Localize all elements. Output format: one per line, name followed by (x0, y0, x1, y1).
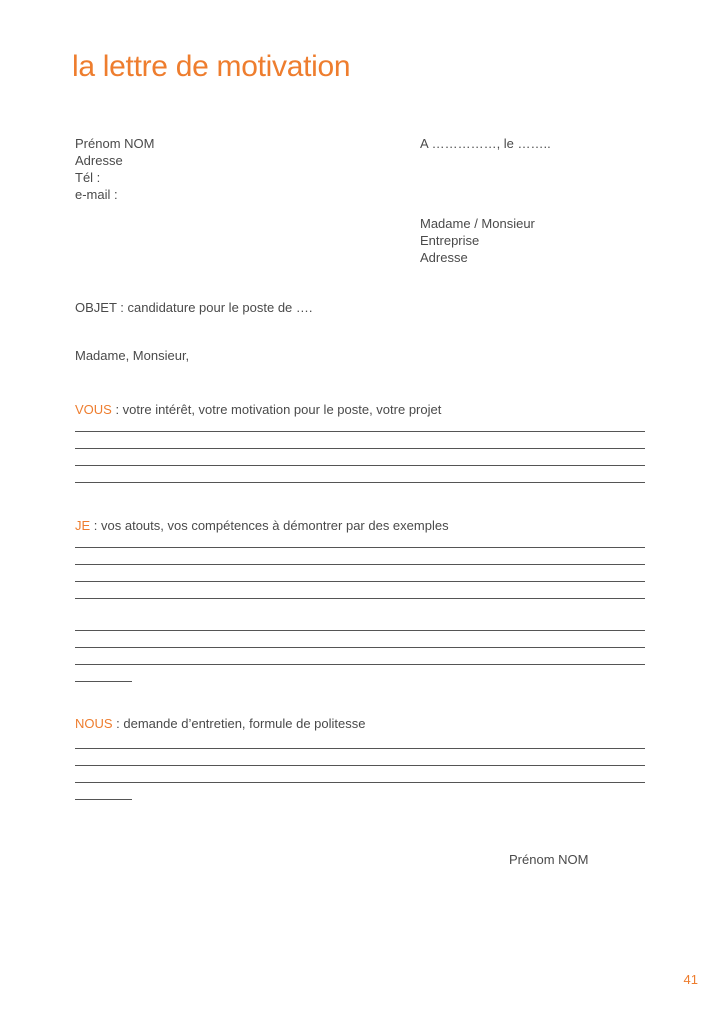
sender-address: Adresse (75, 153, 123, 168)
recipient-company: Entreprise (420, 233, 480, 248)
writing-line (75, 648, 645, 665)
recipient-address: Adresse (420, 250, 468, 265)
writing-line (75, 582, 645, 599)
writing-line (75, 449, 645, 466)
object-line: OBJET : candidature pour le poste de …. (75, 300, 313, 315)
recipient-salutation: Madame / Monsieur (420, 216, 535, 231)
sender-phone: Tél : (75, 170, 101, 185)
place-date: A ……………, le …….. (420, 136, 551, 151)
section-je-lines (75, 531, 645, 599)
writing-line-short (75, 783, 132, 800)
writing-line (75, 766, 645, 783)
recipient-block (420, 215, 535, 266)
section-nous-text: : demande d’entretien, formule de politesse (112, 716, 366, 731)
writing-line (75, 565, 645, 582)
section-nous-lines (75, 732, 645, 800)
writing-line (75, 415, 645, 432)
writing-line (75, 749, 645, 766)
page-number: 41 (683, 972, 698, 987)
section-je-lines-2 (75, 614, 645, 682)
section-vous-text: : votre intérêt, votre motivation pour le poste, votre projet (111, 402, 442, 417)
section-je-keyword: JE (75, 518, 91, 533)
greeting: Madame, Monsieur, (75, 348, 190, 363)
sender-block (75, 135, 154, 203)
writing-line (75, 631, 645, 648)
writing-line (75, 548, 645, 565)
page-title: la lettre de motivation (72, 50, 351, 83)
section-nous-keyword: NOUS (75, 716, 113, 731)
section-nous-heading (75, 715, 366, 732)
writing-line (75, 614, 645, 631)
writing-line-short (75, 665, 132, 682)
signature: Prénom NOM (509, 852, 589, 867)
section-vous-lines (75, 415, 645, 483)
writing-line (75, 732, 645, 749)
writing-line (75, 466, 645, 483)
section-vous-keyword: VOUS (75, 402, 112, 417)
writing-line (75, 531, 645, 548)
sender-name: Prénom NOM (75, 136, 155, 151)
section-je-text: : vos atouts, vos compétences à démontrer par des exemples (90, 518, 449, 533)
writing-line (75, 432, 645, 449)
sender-email: e-mail : (75, 187, 118, 202)
